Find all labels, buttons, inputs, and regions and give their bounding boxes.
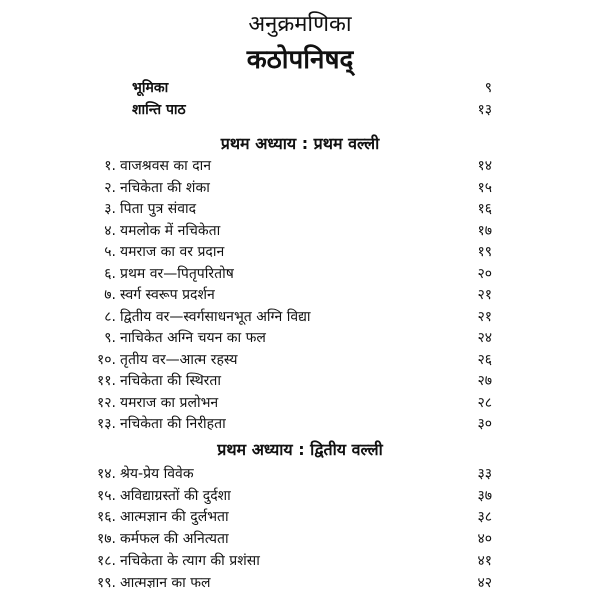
toc-entry-label: आत्मज्ञान की दुर्लभता xyxy=(120,509,229,526)
toc-row xyxy=(0,221,600,241)
toc-row xyxy=(0,285,600,305)
toc-entry-number: १९. xyxy=(96,574,116,591)
toc-row xyxy=(0,464,600,484)
toc-entry-number: १. xyxy=(104,158,116,174)
toc-row xyxy=(0,178,600,198)
toc-row xyxy=(0,78,600,98)
toc-entry-number: ११. xyxy=(96,373,116,389)
toc-entry-label: श्रेय-प्रेय विवेक xyxy=(120,466,194,482)
toc-entry-label: तृतीय वर—आत्म रहस्य xyxy=(120,351,238,368)
toc-row xyxy=(0,393,600,413)
book-title: कठोपनिषद् xyxy=(246,45,354,75)
toc-page-number: ४२ xyxy=(477,574,492,591)
toc-entry-label: नचिकेता की शंका xyxy=(120,179,210,196)
toc-page-number: ३३ xyxy=(477,466,492,482)
toc-entry-label: यमराज का प्रलोभन xyxy=(120,394,219,411)
toc-row xyxy=(0,507,600,527)
toc-entry-label: नचिकेता की निरीहता xyxy=(120,416,226,432)
toc-entry-number: १४. xyxy=(96,466,116,482)
toc-row xyxy=(0,156,600,176)
toc-entry-number: ९. xyxy=(104,330,116,346)
toc-page-number: २४ xyxy=(477,330,492,346)
toc-page-number: १६ xyxy=(477,201,492,217)
toc-entry-label: कर्मफल की अनित्यता xyxy=(120,531,229,548)
toc-page-number: २७ xyxy=(477,373,492,389)
toc-row xyxy=(0,242,600,262)
toc-entry-number: १७. xyxy=(96,531,116,548)
toc-entry-number: १२. xyxy=(96,394,116,411)
toc-page-number: २६ xyxy=(477,351,492,368)
toc-entry-label: प्रथम वर—पितृपरितोष xyxy=(120,265,234,282)
toc-page-number: १९ xyxy=(477,244,492,260)
toc-entry-number: ७. xyxy=(104,287,116,303)
toc-row xyxy=(0,371,600,391)
toc-page-number: ३८ xyxy=(477,509,492,526)
toc-entry-number: ८. xyxy=(104,308,116,325)
toc-page-number: ४१ xyxy=(477,552,492,569)
toc-page-number: १७ xyxy=(477,222,492,239)
section-heading: प्रथम अध्याय : द्वितीय वल्ली xyxy=(217,440,383,459)
toc-row xyxy=(0,264,600,284)
toc-row xyxy=(0,529,600,549)
toc-row xyxy=(0,573,600,593)
toc-entry-label: स्वर्ग स्वरूप प्रदर्शन xyxy=(120,287,215,303)
toc-page-number: ३७ xyxy=(477,487,492,504)
toc-entry-number: १५. xyxy=(96,487,116,504)
toc-page-number: २० xyxy=(477,265,492,282)
toc-row xyxy=(0,551,600,571)
toc-entry-number: २. xyxy=(104,179,116,196)
section-heading: प्रथम अध्याय : प्रथम वल्ली xyxy=(220,134,380,153)
toc-entry-number: ४. xyxy=(104,222,116,239)
toc-row xyxy=(0,486,600,506)
toc-entry-label: भूमिका xyxy=(132,80,169,96)
toc-entry-number: १८. xyxy=(96,552,116,569)
toc-page-number: १३ xyxy=(477,102,492,118)
toc-entry-label: पिता पुत्र संवाद xyxy=(120,201,197,217)
toc-entry-label: आत्मज्ञान का फल xyxy=(120,574,211,591)
toc-page-number: ९ xyxy=(484,80,492,96)
toc-row xyxy=(0,100,600,120)
toc-page-number: ४० xyxy=(477,531,492,548)
page-title: अनुक्रमणिका xyxy=(248,12,352,37)
toc-page-number: १५ xyxy=(477,179,492,196)
toc-page-number: २१ xyxy=(477,308,492,325)
toc-entry-label: यमलोक में नचिकेता xyxy=(120,222,221,239)
toc-entry-label: शान्ति पाठ xyxy=(132,102,186,118)
toc-entry-label: यमराज का वर प्रदान xyxy=(120,244,225,260)
toc-entry-label: नाचिकेत अग्नि चयन का फल xyxy=(120,330,266,346)
toc-row xyxy=(0,328,600,348)
toc-page-number: ३० xyxy=(477,416,492,432)
toc-entry-number: ३. xyxy=(104,201,116,217)
toc-entry-label: वाजश्रवस का दान xyxy=(120,158,212,174)
toc-row xyxy=(0,307,600,327)
toc-entry-label: नचिकेता के त्याग की प्रशंसा xyxy=(120,552,260,569)
toc-entry-label: द्वितीय वर—स्वर्गसाधनभूत अग्नि विद्या xyxy=(120,308,311,325)
toc-entry-number: १०. xyxy=(96,351,116,368)
toc-page-number: २१ xyxy=(477,287,492,303)
toc-entry-number: ५. xyxy=(104,244,116,260)
toc-row xyxy=(0,414,600,434)
toc-page-number: १४ xyxy=(477,158,492,174)
toc-row xyxy=(0,350,600,370)
toc-entry-label: नचिकेता की स्थिरता xyxy=(120,373,221,389)
toc-page-number: २८ xyxy=(477,394,492,411)
toc-entry-label: अविद्याग्रस्तों की दुर्दशा xyxy=(120,487,231,504)
toc-entry-number: १६. xyxy=(96,509,116,526)
toc-entry-number: १३. xyxy=(96,416,116,432)
toc-entry-number: ६. xyxy=(104,265,116,282)
toc-row xyxy=(0,199,600,219)
